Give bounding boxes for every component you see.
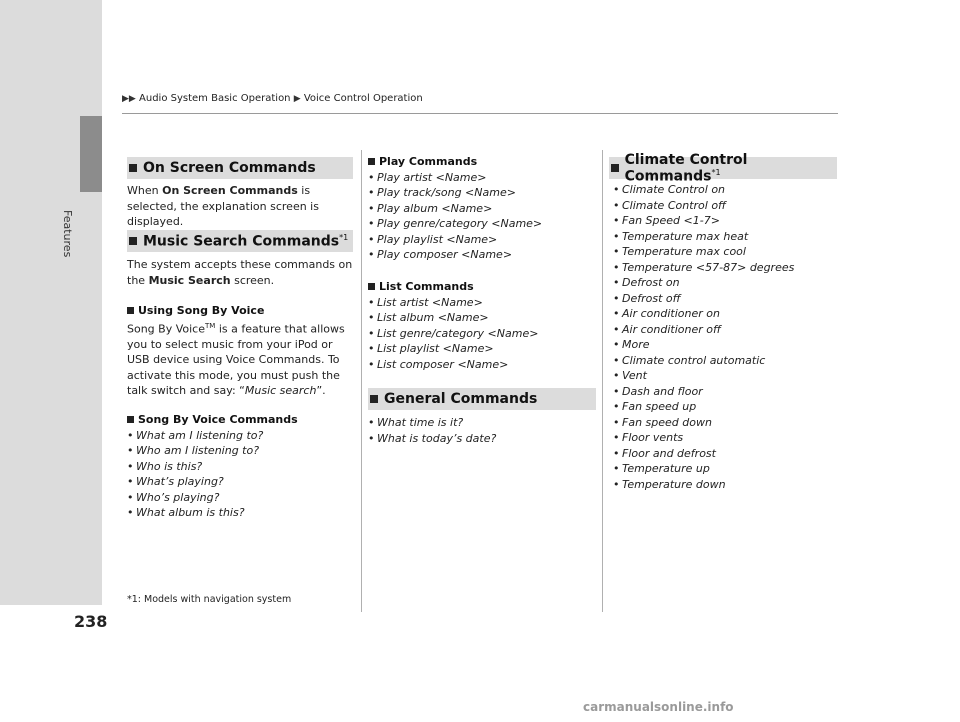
command-list [368, 415, 596, 446]
watermark: carmanualsonline.info [583, 700, 734, 714]
list-commands [368, 279, 596, 372]
list-item: • Climate Control on [613, 182, 837, 198]
list-item: • Play album <Name> [368, 201, 596, 217]
list-item: • More [613, 337, 837, 353]
section-marker-icon [129, 237, 137, 245]
section-title: On Screen Commands [143, 160, 316, 176]
list-item: • Vent [613, 368, 837, 384]
list-item: • Temperature <57-87> degrees [613, 260, 837, 276]
section-music-search-commands [127, 230, 353, 252]
list-item: • Play track/song <Name> [368, 185, 596, 201]
column-divider [361, 150, 362, 612]
list-item: • Floor vents [613, 430, 837, 446]
general-commands [368, 415, 596, 446]
song-by-voice-commands [127, 412, 353, 521]
command-list [368, 170, 596, 263]
section-title: General Commands [384, 391, 538, 407]
sub-heading: Song By Voice Commands [127, 412, 353, 428]
list-item: • What album is this? [127, 505, 353, 521]
list-item: • What’s playing? [127, 474, 353, 490]
sub-heading-marker-icon [127, 416, 134, 423]
list-item: • Dash and floor [613, 384, 837, 400]
sub-heading-marker-icon [127, 307, 134, 314]
list-item: • Who’s playing? [127, 490, 353, 506]
section-title: Climate Control Commands$^{*1}$ [624, 151, 748, 185]
sub-heading: Play Commands [368, 154, 596, 170]
list-item: • Defrost off [613, 291, 837, 307]
sub-heading: List Commands [368, 279, 596, 295]
footnote: *1: Models with navigation system [127, 594, 292, 605]
list-item: • Temperature max heat [613, 229, 837, 245]
music-search-description: The system accepts these commands on the Music Search screen. [127, 258, 353, 287]
list-item: • Fan speed up [613, 399, 837, 415]
list-item: • List composer <Name> [368, 357, 596, 373]
section-on-screen-commands [127, 157, 353, 179]
command-list [613, 182, 837, 492]
breadcrumb-arrow-icon: ▶▶ [122, 94, 136, 104]
section-marker-icon [129, 164, 137, 172]
list-item: • Air conditioner off [613, 322, 837, 338]
breadcrumb-item[interactable]: Audio System Basic Operation [139, 93, 291, 104]
section-climate-control-commands [609, 151, 837, 185]
list-item: • Temperature up [613, 461, 837, 477]
list-item: • What is today’s date? [368, 431, 596, 447]
list-item: • Air conditioner on [613, 306, 837, 322]
list-item: • Play composer <Name> [368, 247, 596, 263]
climate-commands [613, 182, 837, 492]
list-item: • Temperature max cool [613, 244, 837, 260]
list-item: • List album <Name> [368, 310, 596, 326]
play-commands [368, 154, 596, 263]
chapter-tab-marker [80, 116, 102, 192]
list-item: • Defrost on [613, 275, 837, 291]
sidebar-label-text: Features [61, 210, 74, 258]
list-item: • Who is this? [127, 459, 353, 475]
list-item: • Fan Speed <1-7> [613, 213, 837, 229]
using-song-by-voice [127, 303, 353, 399]
breadcrumb [122, 93, 423, 104]
list-item: • Fan speed down [613, 415, 837, 431]
sub-heading-marker-icon [368, 158, 375, 165]
column-divider [602, 150, 603, 612]
section-marker-icon [611, 164, 619, 172]
section-title: Music Search Commands$^{*1}$ [143, 232, 349, 250]
command-list [368, 295, 596, 373]
list-item: • Play artist <Name> [368, 170, 596, 186]
header-divider [122, 113, 838, 114]
section-general-commands [368, 388, 596, 410]
list-item: • Play genre/category <Name> [368, 216, 596, 232]
on-screen-description: When On Screen Commands is selected, the explanation screen is displayed. [127, 184, 319, 228]
list-item: • Play playlist <Name> [368, 232, 596, 248]
song-by-voice-description: Song By Voice™ is a feature that allows you to select music from your iPod or USB device using Voice Commands. To activate this mode, you must push the talk switch and say: “Music search”. [127, 321, 345, 398]
section-marker-icon [370, 395, 378, 403]
list-item: • What am I listening to? [127, 428, 353, 444]
sub-heading-marker-icon [368, 283, 375, 290]
sidebar-label [61, 210, 74, 257]
list-item: • Climate Control off [613, 198, 837, 214]
sub-heading: Using Song By Voice [127, 303, 353, 319]
list-item: • Climate control automatic [613, 353, 837, 369]
command-list [127, 428, 353, 521]
page-number: 238 [74, 612, 108, 631]
list-item: • Floor and defrost [613, 446, 837, 462]
breadcrumb-item[interactable]: Voice Control Operation [303, 93, 423, 104]
breadcrumb-arrow-icon: ▶ [293, 94, 301, 104]
list-item: • List playlist <Name> [368, 341, 596, 357]
list-item: • Temperature down [613, 477, 837, 493]
list-item: • List artist <Name> [368, 295, 596, 311]
chapter-sidebar [0, 0, 102, 605]
list-item: • List genre/category <Name> [368, 326, 596, 342]
list-item: • Who am I listening to? [127, 443, 353, 459]
list-item: • What time is it? [368, 415, 596, 431]
